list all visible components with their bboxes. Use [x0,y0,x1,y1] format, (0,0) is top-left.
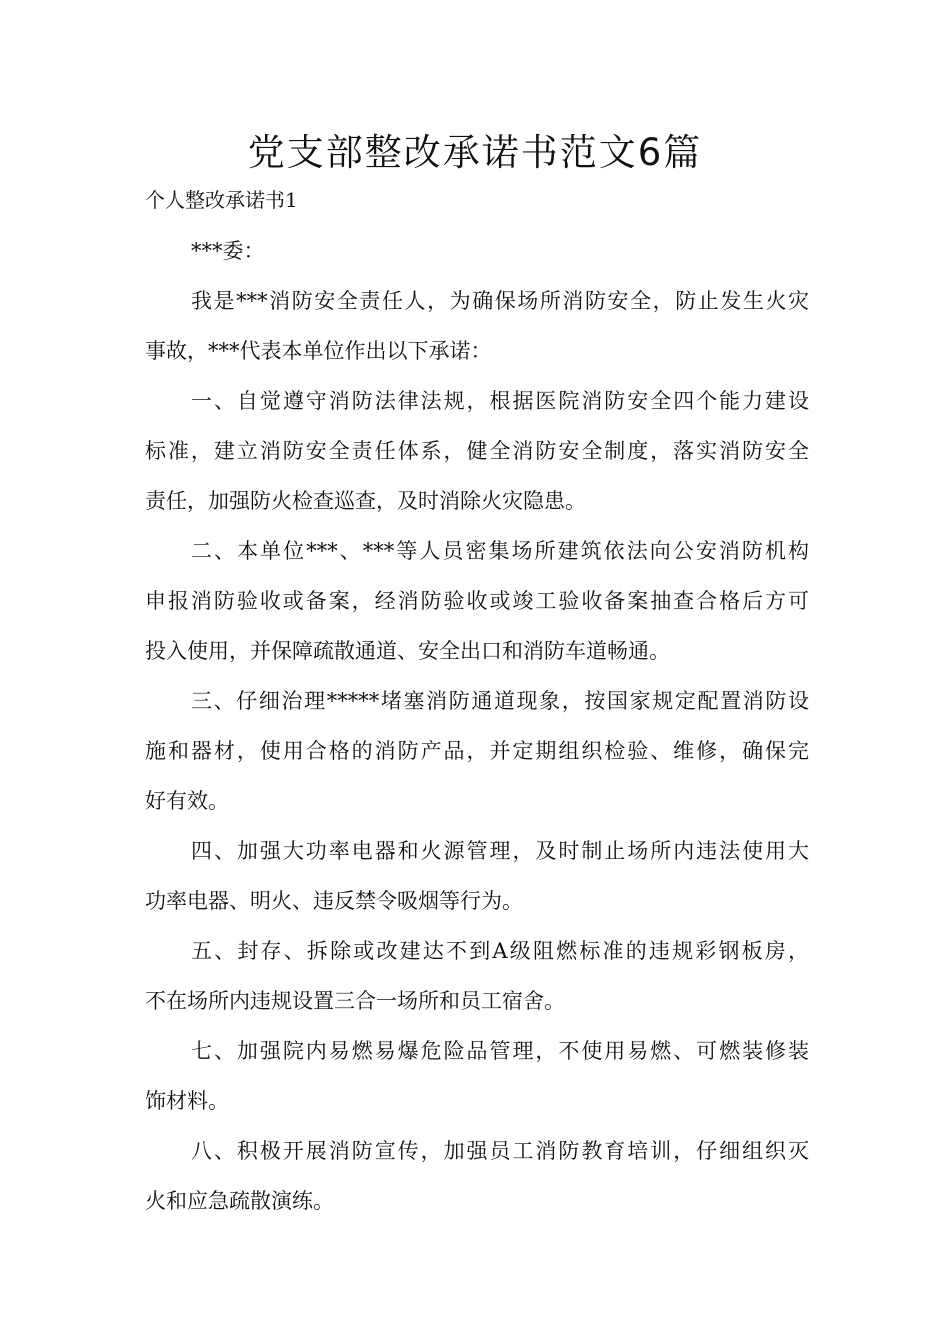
paragraph-line: 三、仔细治理*****堵塞消防通道现象，按国家规定配置消防设 [191,689,809,713]
paragraph-line: 饰材料。 [145,1089,229,1113]
paragraph-line: 申报消防验收或备案，经消防验收或竣工验收备案抽查合格后方可 [145,589,809,613]
paragraph-line: 一、自觉遵守消防法律法规，根据医院消防安全四个能力建设 [191,389,809,413]
paragraph-line: 火和应急疏散演练。 [145,1189,334,1213]
paragraph-line: 八、积极开展消防宣传，加强员工消防教育培训，仔细组织灭 [191,1139,809,1163]
salutation-line: ***委： [191,239,265,263]
document-subtitle: 个人整改承诺书1 [145,188,298,212]
paragraph-line: 二、本单位***、***等人员密集场所建筑依法向公安消防机构 [191,539,809,563]
paragraph-line: 功率电器、明火、违反禁令吸烟等行为。 [145,889,523,913]
paragraph-line: 我是***消防安全责任人，为确保场所消防安全，防止发生火灾 [191,289,809,313]
paragraph-line: 投入使用，并保障疏散通道、安全出口和消防车道畅通。 [145,639,670,663]
paragraph-line: 责任，加强防火检查巡查，及时消除火灾隐患。 [145,489,586,513]
paragraph-line: 不在场所内违规设置三合一场所和员工宿舍。 [145,989,565,1013]
paragraph-line: 施和器材，使用合格的消防产品，并定期组织检验、维修，确保完 [145,739,809,763]
document-title: 党支部整改承诺书范文6篇 [247,131,703,174]
paragraph-line: 事故，***代表本单位作出以下承诺： [145,339,492,363]
paragraph-line: 七、加强院内易燃易爆危险品管理，不使用易燃、可燃装修装 [191,1039,809,1063]
paragraph-line: 好有效。 [145,789,229,813]
paragraph-line: 标准，建立消防安全责任体系，健全消防安全制度，落实消防安全 [145,439,809,463]
paragraph-line: 五、封存、拆除或改建达不到A级阻燃标准的违规彩钢板房， [191,939,809,963]
paragraph-line: 四、加强大功率电器和火源管理，及时制止场所内违法使用大 [191,839,809,863]
